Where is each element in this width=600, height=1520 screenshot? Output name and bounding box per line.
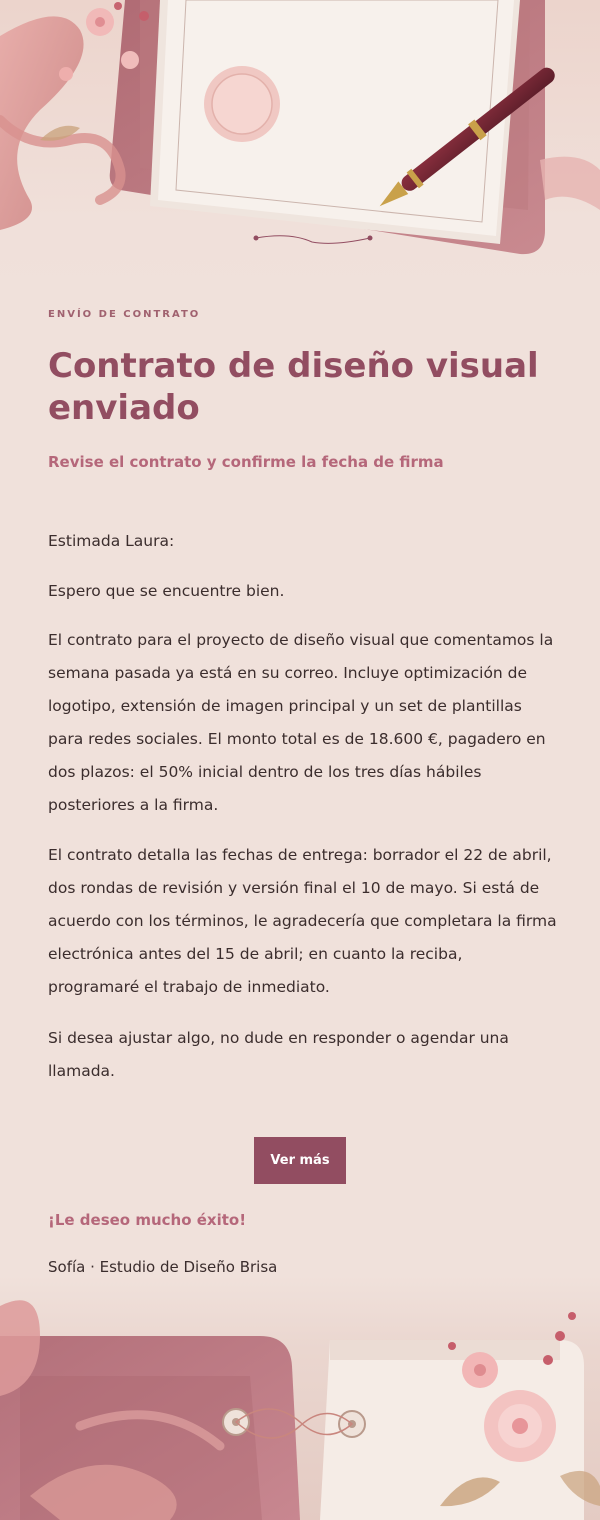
subtitle: Revise el contrato y confirme la fecha de firma [48,453,444,471]
body-paragraph-contact: Si desea ajustar algo, no dude en responder o agendar una llamada. [48,1029,509,1080]
closing-wish: ¡Le deseo mucho éxito! [48,1211,247,1229]
hero-illustration [0,0,600,296]
wellbeing-line: Espero que se encuentre bien. [48,582,285,600]
eyebrow-label: ENVÍO DE CONTRATO [48,309,201,320]
view-more-button[interactable]: Ver más [254,1137,346,1184]
greeting: Estimada Laura: [48,532,175,550]
footer-illustration [0,1276,600,1520]
page-title: Contrato de diseño visual enviado [48,346,539,428]
body-paragraph-contract: El contrato para el proyecto de diseño visual que comentamos la semana pasada ya está en su correo. Incluye optimización de logotipo, extensión de imagen principal y un set de plantillas para redes sociales. El monto total es de 18.600 €, pagadero en dos plazos: el 50% inicial dentro de los tres días hábiles posteriores a la firma. [48,631,554,814]
body-paragraph-dates: El contrato detalla las fechas de entrega: borrador el 22 de abril, dos rondas de revisión y versión final el 10 de mayo. Si está de acuerdo con los términos, le agradecería que completara la firma electrónica antes del 15 de abril; en cuanto la reciba, programaré el trabajo de inmediato. [48,846,557,996]
signature: Sofía · Estudio de Diseño Brisa [48,1258,278,1276]
